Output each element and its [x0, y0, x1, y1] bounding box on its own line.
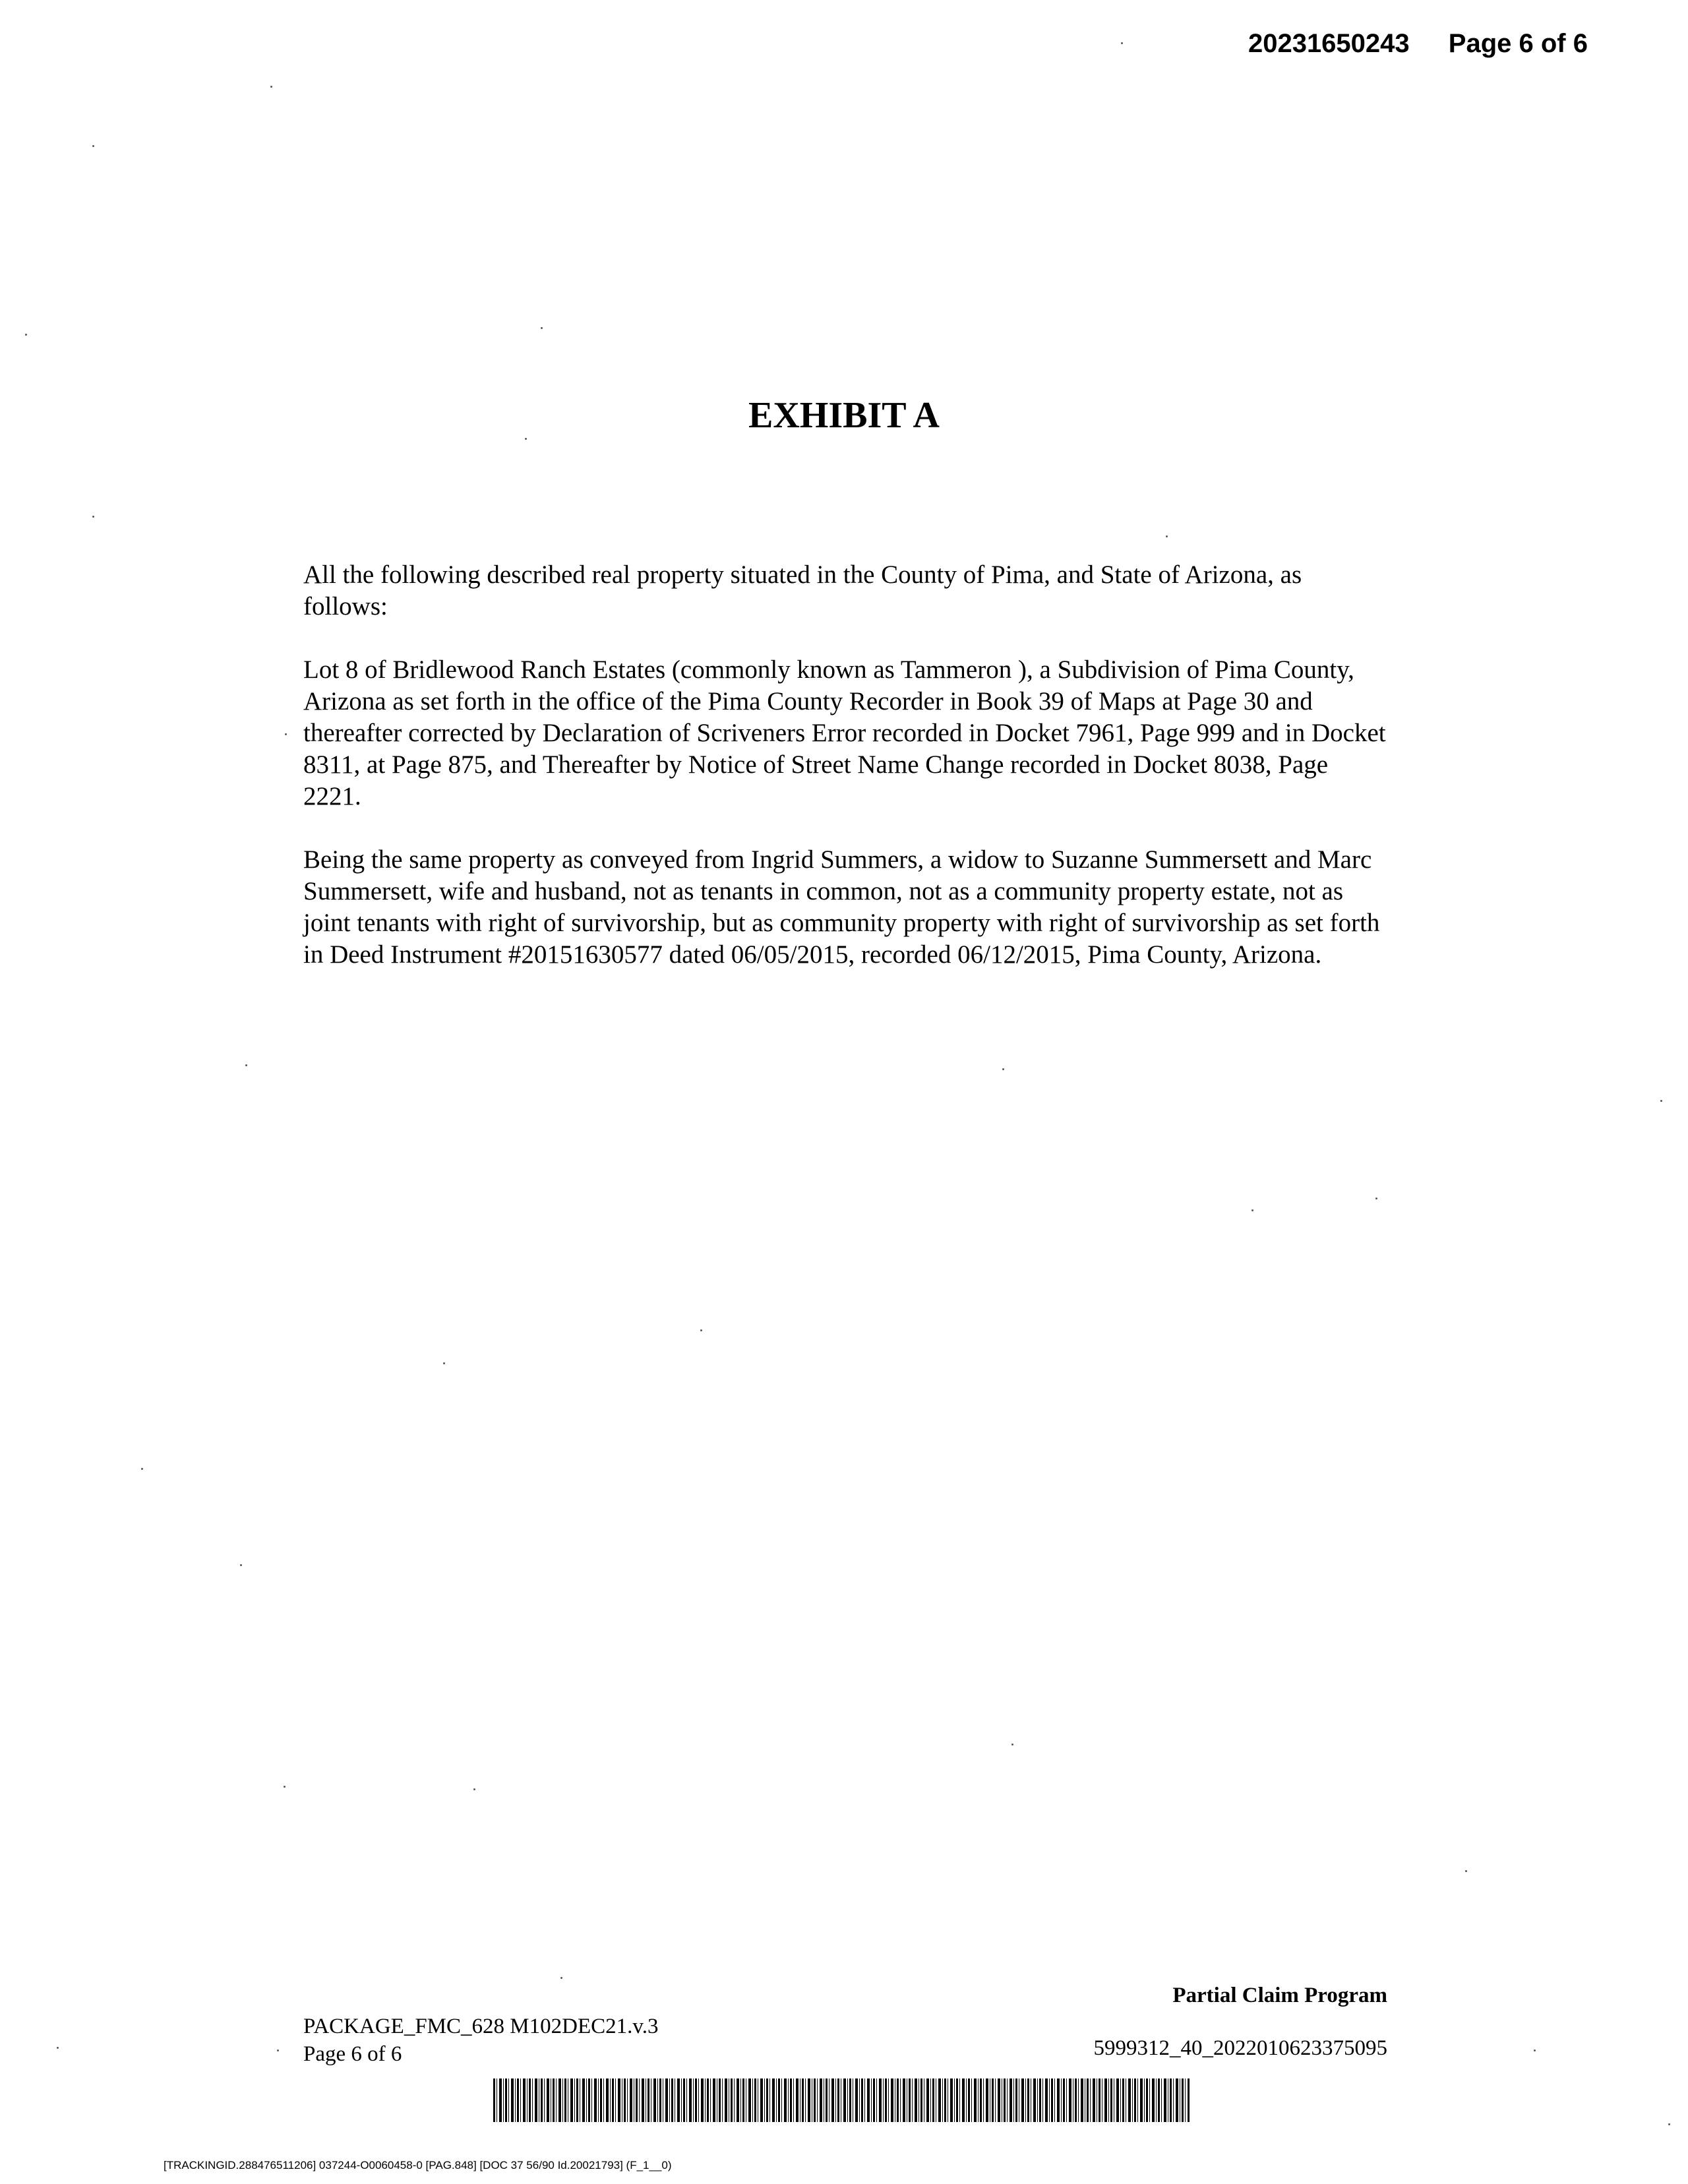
scan-speck — [1660, 1100, 1662, 1102]
loan-id: 5999312_40_20220106233750​95 — [1093, 2036, 1387, 2060]
package-info — [303, 2013, 658, 2068]
scan-speck — [1668, 2123, 1670, 2125]
package-code: PACKAGE_FMC_628 M102DEC21.v.3 — [303, 2015, 659, 2038]
scan-speck — [1121, 42, 1123, 44]
barcode — [493, 2078, 1190, 2122]
tracking-line: [TRACKINGID.288476511206] 037244-O0060458-0 [PAG.848] [DOC 37 56/90 Id.20021793] (F_1__0) — [164, 2159, 672, 2171]
paragraph-conveyance: Being the same property as conveyed from Ingrid Summers, a widow to Suzanne Summersett and Marc Summersett, wife and husband, not as tenants in common, not as a community property estate, not as joint tenants with right of survivorship, but as community property with right of survivorship as set forth in Deed Instrument #20151630577 dated 06/05/2015, recorded 06/12/2015, Pima County, Arizona. — [303, 845, 1380, 969]
scan-speck — [560, 1977, 562, 1979]
paragraph-intro: All the following described real property situated in the County of Pima, and State of Arizona, as follows: — [303, 561, 1302, 621]
scan-speck — [57, 2047, 59, 2049]
scan-speck — [1011, 1744, 1013, 1745]
exhibit-title: EXHIBIT A — [748, 395, 940, 436]
scan-speck — [270, 86, 272, 88]
scan-speck — [25, 334, 27, 336]
recording-header — [1248, 29, 1588, 59]
scan-speck — [1251, 1209, 1253, 1211]
recording-number: 20231650243 — [1248, 29, 1410, 58]
scan-speck — [284, 1786, 286, 1788]
scan-speck — [700, 1329, 702, 1331]
scan-speck — [141, 1468, 143, 1470]
scan-speck — [277, 2049, 279, 2051]
legal-description — [303, 559, 1391, 1002]
scan-speck — [525, 438, 527, 440]
scan-speck — [92, 516, 94, 518]
scan-speck — [1375, 1198, 1377, 1199]
scan-speck — [473, 1788, 475, 1790]
footer-page-number: Page 6 of 6 — [303, 2042, 402, 2066]
program-name: Partial Claim Program — [1172, 1984, 1387, 2007]
scan-speck — [1534, 2049, 1536, 2051]
scan-speck — [443, 1362, 445, 1364]
scan-speck — [285, 733, 287, 735]
scan-speck — [1465, 1870, 1467, 1872]
scan-speck — [1002, 1068, 1004, 1070]
scan-speck — [240, 1564, 242, 1566]
scan-speck — [541, 327, 543, 329]
scan-speck — [1166, 535, 1168, 537]
scan-speck — [245, 1064, 247, 1066]
scan-speck — [92, 145, 94, 147]
page-label: Page 6 of 6 — [1448, 29, 1588, 58]
paragraph-lot-description: Lot 8 of Bridlewood Ranch Estates (commonly known as Tammeron ), a Subdivision of Pima County, Arizona as set forth in the office of the Pima County Recorder in Book 39 of Maps at Page 30 and thereafter corrected by Declaration of Scriveners Error recorded in Docket 7961, Page 999 and in Docket 8311, at Page 875, and Thereafter by Notice of Street Name Change recorded in Docket 8038, Page 2221. — [303, 655, 1386, 810]
